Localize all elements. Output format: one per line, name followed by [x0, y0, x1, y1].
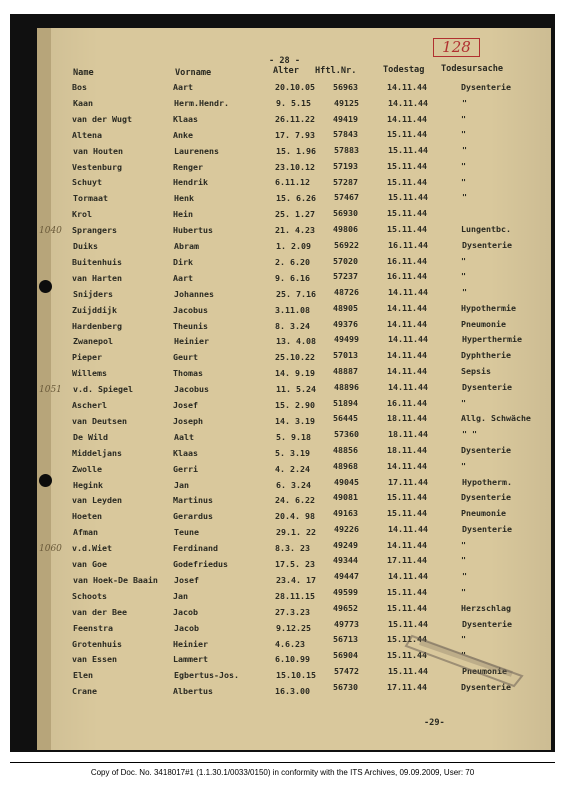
- cell-vorname: Klaas: [173, 113, 198, 124]
- cell-alter: 20.4. 98: [275, 511, 315, 522]
- cell-alter: 27.3.23: [275, 606, 310, 617]
- cell-tod: 16.11.44: [387, 271, 427, 282]
- cell-vorname: Jan: [173, 590, 188, 601]
- cell-alter: 14. 3.19: [275, 415, 315, 426]
- cell-vorname: Teune: [174, 527, 199, 538]
- cell-ursache: Dysenterie: [461, 492, 511, 503]
- cell-ursache: ": [461, 255, 466, 266]
- cell-vorname: Josef: [174, 574, 199, 585]
- cell-nr: 56445: [333, 413, 358, 424]
- cell-ursache: ": [461, 650, 466, 661]
- cell-nr: 57287: [333, 176, 358, 187]
- cell-nr: 57843: [333, 129, 358, 140]
- cell-alter: 8.3. 23: [275, 543, 310, 554]
- cell-nr: 56713: [333, 634, 358, 645]
- cell-vorname: Henk: [174, 193, 194, 204]
- cell-alter: 23.4. 17: [276, 574, 316, 585]
- cell-ursache: Dysenterie: [462, 239, 512, 250]
- punch-hole: [39, 474, 52, 487]
- cell-vorname: Laurenens: [174, 145, 219, 156]
- cell-ursache: ": [461, 586, 466, 597]
- cell-vorname: Hein: [173, 209, 193, 220]
- cell-name: Feenstra: [73, 622, 113, 633]
- cell-nr: 49806: [333, 224, 358, 235]
- cell-alter: 15.10.15: [276, 670, 316, 681]
- cell-alter: 24. 6.22: [275, 495, 315, 506]
- faded-stamp-mark: [402, 628, 532, 688]
- cell-vorname: Jacobus: [173, 304, 208, 315]
- cell-alter: 4. 2.24: [275, 463, 310, 474]
- typewritten-page: [37, 28, 551, 750]
- cell-name: Ascherl: [72, 400, 107, 410]
- cell-vorname: Hendrik: [173, 177, 208, 188]
- cell-ursache: ": [461, 129, 466, 140]
- cell-ursache: Dysenterie: [461, 681, 511, 692]
- cell-name: Hardenberg: [72, 320, 122, 331]
- cell-vorname: Heinier: [174, 336, 209, 347]
- cell-nr: 49226: [334, 523, 359, 534]
- cell-nr: 57193: [333, 160, 358, 171]
- cell-vorname: Martinus: [173, 495, 213, 506]
- cell-alter: 16.3.00: [275, 686, 310, 697]
- cell-nr: 49045: [334, 476, 359, 487]
- cell-alter: 6. 3.24: [276, 479, 311, 490]
- cell-tod: 18.11.44: [388, 429, 428, 440]
- cell-tod: 14.11.44: [387, 350, 427, 361]
- cell-alter: 25. 1.27: [275, 209, 315, 220]
- cell-tod: 15.11.44: [387, 129, 427, 140]
- cell-nr: 51894: [333, 397, 358, 408]
- cell-ursache: Allg. Schwäche: [461, 413, 531, 424]
- cell-vorname: Abram: [174, 241, 199, 251]
- cell-vorname: Thomas: [173, 368, 203, 379]
- cell-name: Altena: [72, 129, 102, 140]
- cell-name: v.d.Wiet: [72, 543, 112, 554]
- cell-alter: 23.10.12: [275, 161, 315, 172]
- cell-tod: 15.11.44: [387, 586, 427, 597]
- cell-name: van Hoek-De Baain: [73, 574, 158, 585]
- cell-ursache: Dysenterie: [462, 618, 512, 629]
- cell-tod: 15.11.44: [388, 192, 428, 203]
- cell-tod: 14.11.44: [387, 113, 427, 124]
- cell-alter: 11. 5.24: [276, 384, 316, 395]
- cell-vorname: Dirk: [173, 256, 193, 267]
- header-name: Name: [73, 68, 94, 78]
- cell-name: Willems: [72, 368, 107, 379]
- cell-nr: 57883: [334, 145, 359, 156]
- cell-ursache: Hyperthermie: [462, 334, 522, 345]
- cell-name: van Houten: [73, 145, 123, 156]
- cell-name: De Wild: [73, 431, 108, 442]
- cell-tod: 14.11.44: [388, 334, 428, 345]
- cell-alter: 17.5. 23: [275, 559, 315, 569]
- cell-tod: 14.11.44: [388, 287, 428, 298]
- cell-alter: 6.10.99: [275, 654, 310, 665]
- cell-alter: 14. 9.19: [275, 368, 315, 379]
- cell-vorname: Josef: [173, 400, 198, 410]
- cell-ursache: ": [462, 192, 467, 203]
- cell-name: Tormaat: [73, 193, 108, 204]
- cell-tod: 16.11.44: [388, 239, 428, 250]
- cell-vorname: Anke: [173, 129, 193, 140]
- cell-tod: 16.11.44: [387, 397, 427, 408]
- cell-name: van Harten: [72, 272, 122, 283]
- cell-tod: 18.11.44: [387, 444, 427, 455]
- cell-alter: 26.11.22: [275, 113, 315, 124]
- cell-alter: 29.1. 22: [276, 527, 316, 538]
- cell-name: Schoots: [72, 590, 107, 601]
- cell-ursache: Sepsis: [461, 366, 491, 377]
- cell-ursache: Dyphtherie: [461, 350, 511, 361]
- cell-nr: 57020: [333, 255, 358, 266]
- cell-name: Kaan: [73, 97, 93, 108]
- cell-vorname: Gerardus: [173, 511, 213, 522]
- cell-alter: 28.11.15: [275, 590, 315, 601]
- cell-nr: 49163: [333, 508, 358, 519]
- cell-vorname: Herm.Hendr.: [174, 97, 229, 108]
- cell-ursache: ": [462, 145, 467, 156]
- cell-alter: 9. 5.15: [276, 97, 311, 108]
- cell-nr: 48726: [334, 287, 359, 298]
- cell-vorname: Ferdinand: [173, 543, 218, 554]
- cell-tod: 15.11.44: [387, 208, 427, 219]
- cell-tod: 15.11.44: [387, 224, 427, 235]
- cell-vorname: Gerri: [173, 463, 198, 474]
- cell-ursache: Dysenterie: [461, 82, 511, 92]
- cell-alter: 8. 3.24: [275, 320, 310, 331]
- cell-name: van Goe: [72, 559, 107, 569]
- cell-nr: 56963: [333, 82, 358, 92]
- cell-nr: 56730: [333, 681, 358, 692]
- cell-nr: 57360: [334, 429, 359, 440]
- cell-name: Vestenburg: [72, 161, 122, 172]
- cell-name: Grotenhuis: [72, 638, 122, 649]
- cell-alter: 15. 2.90: [275, 400, 315, 410]
- cell-nr: 49125: [334, 97, 359, 108]
- cell-name: Middeljans: [72, 447, 122, 458]
- cell-ursache: Pneumonie: [462, 665, 507, 676]
- cell-name: Duiks: [73, 241, 98, 251]
- cell-alter: 2. 6.20: [275, 256, 310, 267]
- cell-tod: 15.11.44: [387, 634, 427, 645]
- cell-ursache: Dysenterie: [462, 523, 512, 534]
- cell-nr: 56922: [334, 239, 359, 250]
- cell-alter: 15. 6.26: [276, 193, 316, 204]
- cell-alter: 3.11.08: [275, 304, 310, 315]
- cell-name: Pieper: [72, 352, 102, 363]
- cell-ursache: Hypotherm.: [462, 476, 512, 487]
- cell-ursache: ": [462, 571, 467, 582]
- cell-name: Snijders: [73, 288, 113, 299]
- cell-alter: 25. 7.16: [276, 288, 316, 299]
- cell-name: v.d. Spiegel: [73, 384, 133, 395]
- cell-vorname: Hubertus: [173, 225, 213, 236]
- header-todesursache: Todesursache: [441, 64, 504, 74]
- cell-tod: 14.11.44: [387, 82, 427, 92]
- cell-tod: 14.11.44: [387, 539, 427, 550]
- cell-name: Sprangers: [72, 225, 117, 236]
- cell-ursache: ": [461, 397, 466, 408]
- cell-name: Buitenhuis: [72, 256, 122, 267]
- cell-nr: 49599: [333, 586, 358, 597]
- cell-vorname: Heinier: [173, 638, 208, 649]
- cell-ursache: ": [461, 539, 466, 550]
- cell-vorname: Albertus: [173, 686, 213, 697]
- cell-name: Zuijddijk: [72, 304, 117, 315]
- cell-alter: 21. 4.23: [275, 225, 315, 236]
- cell-name: Afman: [73, 527, 98, 538]
- cell-tod: 14.11.44: [388, 571, 428, 582]
- cell-tod: 15.11.44: [388, 618, 428, 629]
- cell-ursache: ": [461, 176, 466, 187]
- cell-name: Hoeten: [72, 511, 102, 522]
- cell-name: van Deutsen: [72, 415, 127, 426]
- cell-tod: 17.11.44: [387, 681, 427, 692]
- cell-name: Crane: [72, 686, 97, 697]
- document-scan: [10, 14, 555, 752]
- cell-ursache: Herzschlag: [461, 602, 511, 613]
- header-alter: Alter: [273, 66, 299, 76]
- cell-tod: 16.11.44: [387, 255, 427, 266]
- cell-nr: 48968: [333, 460, 358, 471]
- cell-tod: 14.11.44: [387, 318, 427, 329]
- cell-nr: 56904: [333, 650, 358, 661]
- cell-vorname: Aart: [173, 82, 193, 92]
- cell-tod: 15.11.44: [388, 665, 428, 676]
- cell-tod: 15.11.44: [388, 145, 428, 156]
- cell-ursache: ": [461, 113, 466, 124]
- cell-vorname: Jacob: [173, 606, 198, 617]
- cell-tod: 14.11.44: [387, 460, 427, 471]
- cell-vorname: Aalt: [174, 431, 194, 442]
- cell-ursache: Dysenterie: [462, 381, 512, 392]
- cell-tod: 14.11.44: [388, 97, 428, 108]
- cell-tod: 15.11.44: [387, 602, 427, 613]
- cell-nr: 57467: [334, 192, 359, 203]
- row-margin-note: 1051: [39, 385, 62, 396]
- cell-nr: 49652: [333, 602, 358, 613]
- row-margin-note: 1040: [39, 226, 62, 237]
- cell-name: van Leyden: [72, 495, 122, 506]
- cell-vorname: Joseph: [173, 415, 203, 426]
- cell-tod: 15.11.44: [387, 492, 427, 503]
- cell-vorname: Jacob: [174, 622, 199, 633]
- cell-vorname: Johannes: [174, 288, 214, 299]
- cell-tod: 18.11.44: [387, 413, 427, 424]
- header-vorname: Vorname: [175, 68, 212, 78]
- cell-ursache: Dysenterie: [461, 444, 511, 455]
- cell-nr: 57013: [333, 350, 358, 361]
- cell-name: van der Wugt: [72, 113, 132, 124]
- cell-nr: 49376: [333, 318, 358, 329]
- cell-nr: 49499: [334, 334, 359, 345]
- cell-vorname: Egbertus-Jos.: [174, 670, 239, 681]
- page-number-top: - 28 -: [269, 56, 301, 66]
- cell-tod: 14.11.44: [388, 381, 428, 392]
- page-number-bottom: -29-: [424, 718, 445, 728]
- cell-nr: 56930: [333, 208, 358, 219]
- cell-vorname: Renger: [173, 161, 203, 172]
- cell-vorname: Theunis: [173, 320, 208, 331]
- cell-tod: 14.11.44: [387, 366, 427, 377]
- cell-nr: 49249: [333, 539, 358, 550]
- cell-nr: 48905: [333, 302, 358, 313]
- cell-nr: 48856: [333, 444, 358, 455]
- cell-vorname: Lammert: [173, 654, 208, 665]
- cell-ursache: ": [461, 460, 466, 471]
- cell-alter: 4.6.23: [275, 638, 305, 649]
- cell-name: Zwanepol: [73, 336, 113, 347]
- archive-number-stamp: 128: [433, 38, 480, 57]
- cell-tod: 15.11.44: [387, 650, 427, 661]
- cell-alter: 1. 2.09: [276, 241, 311, 251]
- cell-nr: 49081: [333, 492, 358, 503]
- cell-nr: 57472: [334, 665, 359, 676]
- header-haeftling-nr: Hftl.Nr.: [315, 66, 357, 76]
- cell-vorname: Godefriedus: [173, 559, 228, 569]
- cell-vorname: Aart: [173, 272, 193, 283]
- cell-alter: 15. 1.96: [276, 145, 316, 156]
- cell-ursache: Hypothermie: [461, 302, 516, 313]
- cell-alter: 13. 4.08: [276, 336, 316, 347]
- footer-divider: [10, 762, 555, 763]
- cell-ursache: ": [461, 160, 466, 171]
- cell-nr: 49419: [333, 113, 358, 124]
- punch-hole: [39, 280, 52, 293]
- cell-nr: 48887: [333, 366, 358, 377]
- cell-ursache: ": [462, 287, 467, 298]
- cell-ursache: ": [461, 271, 466, 282]
- cell-tod: 17.11.44: [387, 555, 427, 566]
- cell-vorname: Geurt: [173, 352, 198, 363]
- cell-alter: 20.10.05: [275, 82, 315, 92]
- cell-name: Krol: [72, 209, 92, 220]
- cell-nr: 48896: [334, 381, 359, 392]
- cell-ursache: Pneumonie: [461, 318, 506, 329]
- cell-vorname: Jacobus: [174, 384, 209, 395]
- cell-ursache: ": [462, 97, 467, 108]
- cell-alter: 17. 7.93: [275, 129, 315, 140]
- row-margin-note: 1060: [39, 544, 62, 555]
- cell-ursache: " ": [462, 429, 477, 440]
- cell-name: Elen: [73, 670, 93, 681]
- cell-ursache: ": [461, 555, 466, 566]
- cell-ursache: ": [461, 634, 466, 645]
- cell-nr: 49344: [333, 555, 358, 566]
- cell-name: Bos: [72, 82, 87, 92]
- cell-nr: 49447: [334, 571, 359, 582]
- cell-vorname: Klaas: [173, 447, 198, 458]
- cell-tod: 14.11.44: [388, 523, 428, 534]
- archive-footer-note: Copy of Doc. No. 3418017#1 (1.1.30.1/0033/0150) in conformity with the ITS Archives, 09.09.2009, User: 70: [90, 768, 475, 777]
- cell-name: van Essen: [72, 654, 117, 665]
- cell-vorname: Jan: [174, 479, 189, 490]
- cell-ursache: Lungentbc.: [461, 224, 511, 235]
- cell-tod: 15.11.44: [387, 508, 427, 519]
- cell-alter: 25.10.22: [275, 352, 315, 363]
- cell-nr: 57237: [333, 271, 358, 282]
- cell-tod: 15.11.44: [387, 176, 427, 187]
- cell-name: Zwolle: [72, 463, 102, 474]
- cell-alter: 9. 6.16: [275, 272, 310, 283]
- cell-name: van der Bee: [72, 606, 127, 617]
- cell-alter: 6.11.12: [275, 177, 310, 188]
- cell-tod: 17.11.44: [388, 476, 428, 487]
- cell-name: Schuyt: [72, 177, 102, 188]
- cell-tod: 14.11.44: [387, 302, 427, 313]
- cell-nr: 49773: [334, 618, 359, 629]
- cell-tod: 15.11.44: [387, 160, 427, 171]
- header-todestag: Todestag: [383, 65, 425, 75]
- cell-alter: 5. 3.19: [275, 447, 310, 458]
- cell-alter: 9.12.25: [276, 622, 311, 633]
- cell-alter: 5. 9.18: [276, 431, 311, 442]
- cell-ursache: Pneumonie: [461, 508, 506, 519]
- cell-name: Hegink: [73, 479, 103, 490]
